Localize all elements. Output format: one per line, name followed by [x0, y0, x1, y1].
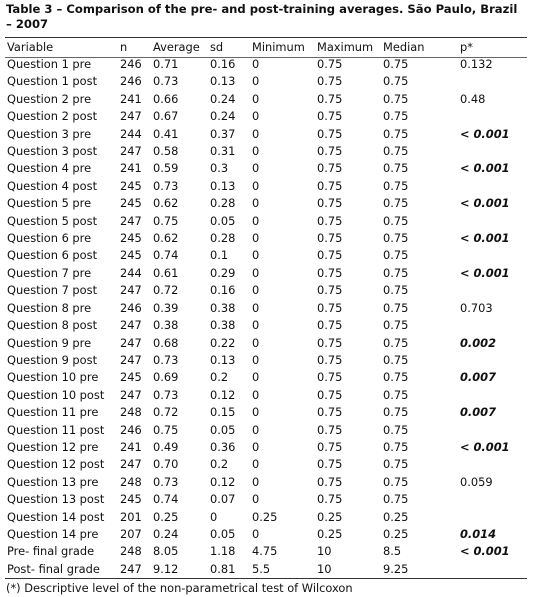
- table-row: [5, 282, 527, 299]
- cell-median: 0.75: [383, 439, 409, 454]
- cell-maximum: 0.25: [317, 526, 343, 541]
- cell-minimum: 0: [252, 335, 260, 350]
- table-row: [5, 387, 527, 404]
- cell-minimum: 0: [252, 457, 260, 472]
- cell-average: 0.73: [153, 74, 179, 89]
- cell-n: 247: [120, 335, 142, 350]
- cell-minimum: 0: [252, 439, 260, 454]
- cell-n: 245: [120, 178, 142, 193]
- cell-n: 245: [120, 231, 142, 246]
- cell-sd: 0.1: [210, 248, 229, 263]
- cell-sd: 0.29: [210, 265, 236, 280]
- cell-average: 0.61: [153, 265, 179, 280]
- cell-variable: Question 10 pre: [7, 370, 99, 385]
- cell-p: [458, 422, 527, 439]
- cell-p: [458, 509, 527, 526]
- cell-median: 0.75: [383, 422, 409, 437]
- cell-average: 0.68: [153, 335, 179, 350]
- cell-sd: 0.12: [210, 474, 236, 489]
- cell-minimum: 0: [252, 526, 260, 541]
- cell-median: 0.75: [383, 196, 409, 211]
- cell-maximum: 0.25: [317, 509, 343, 524]
- cell-maximum: 0.75: [317, 439, 343, 454]
- cell-variable: Question 9 pre: [7, 335, 92, 350]
- cell-sd: 0.07: [210, 492, 236, 507]
- cell-average: 9.12: [153, 561, 179, 576]
- table-row: [5, 91, 527, 108]
- cell-variable: Question 13 post: [7, 492, 105, 507]
- cell-variable: Question 14 post: [7, 509, 105, 524]
- cell-n: 246: [120, 422, 142, 437]
- cell-median: 9.25: [383, 561, 409, 576]
- cell-sd: 0.12: [210, 387, 236, 402]
- cell-sd: 0.38: [210, 318, 236, 333]
- cell-minimum: 0: [252, 144, 260, 159]
- cell-p: 0.48: [460, 91, 486, 106]
- cell-average: 0.59: [153, 161, 179, 176]
- cell-sd: 0.15: [210, 405, 236, 420]
- cell-minimum: 0: [252, 161, 260, 176]
- cell-sd: 0.05: [210, 422, 236, 437]
- cell-sd: 0.38: [210, 300, 236, 315]
- header-maximum: Maximum: [317, 40, 374, 54]
- table-row: [5, 543, 527, 560]
- cell-minimum: 0: [252, 57, 260, 71]
- cell-minimum: 0: [252, 318, 260, 333]
- table-row: [5, 317, 527, 334]
- table-row: [5, 404, 527, 421]
- cell-p: < 0.001: [460, 161, 510, 176]
- cell-variable: Question 3 post: [7, 144, 98, 159]
- cell-average: 0.74: [153, 248, 179, 263]
- header-median: Median: [383, 40, 425, 54]
- cell-n: 201: [120, 509, 142, 524]
- cell-minimum: 0: [252, 91, 260, 106]
- cell-n: 245: [120, 196, 142, 211]
- cell-average: 0.72: [153, 405, 179, 420]
- cell-n: 246: [120, 74, 142, 89]
- cell-median: 0.75: [383, 213, 409, 228]
- cell-minimum: 0: [252, 474, 260, 489]
- table-row: [5, 108, 527, 125]
- cell-maximum: 0.75: [317, 109, 343, 124]
- cell-median: 0.75: [383, 57, 409, 71]
- cell-n: 247: [120, 318, 142, 333]
- cell-minimum: 0: [252, 109, 260, 124]
- cell-average: 0.72: [153, 283, 179, 298]
- cell-p: < 0.001: [460, 231, 510, 246]
- cell-median: 0.75: [383, 91, 409, 106]
- cell-variable: Question 6 post: [7, 248, 98, 263]
- cell-average: 0.75: [153, 422, 179, 437]
- cell-median: 0.75: [383, 387, 409, 402]
- cell-average: 0.62: [153, 231, 179, 246]
- cell-n: 207: [120, 526, 142, 541]
- cell-maximum: 0.75: [317, 387, 343, 402]
- cell-variable: Question 8 pre: [7, 300, 92, 315]
- table-row: [5, 561, 527, 578]
- cell-average: 0.73: [153, 474, 179, 489]
- cell-sd: 0.81: [210, 561, 236, 576]
- cell-average: 0.66: [153, 91, 179, 106]
- cell-maximum: 0.75: [317, 213, 343, 228]
- cell-n: 248: [120, 474, 142, 489]
- table-row: [5, 126, 527, 143]
- cell-minimum: 0: [252, 178, 260, 193]
- cell-variable: Question 5 pre: [7, 196, 92, 211]
- cell-maximum: 0.75: [317, 57, 343, 71]
- table-row: [5, 474, 527, 491]
- cell-minimum: 0: [252, 370, 260, 385]
- cell-minimum: 0: [252, 387, 260, 402]
- cell-minimum: 0: [252, 265, 260, 280]
- cell-p: 0.002: [460, 335, 497, 350]
- cell-median: 0.25: [383, 526, 409, 541]
- cell-variable: Question 2 post: [7, 109, 98, 124]
- cell-variable: Question 7 post: [7, 283, 98, 298]
- cell-average: 0.70: [153, 457, 179, 472]
- cell-n: 245: [120, 370, 142, 385]
- cell-median: 0.75: [383, 492, 409, 507]
- cell-minimum: 0: [252, 492, 260, 507]
- cell-minimum: 0: [252, 213, 260, 228]
- table-row: [5, 247, 527, 264]
- cell-p: 0.059: [460, 474, 493, 489]
- cell-maximum: 0.75: [317, 126, 343, 141]
- cell-p: < 0.001: [460, 544, 510, 559]
- cell-sd: 0.24: [210, 91, 236, 106]
- table-row: [5, 73, 527, 90]
- cell-sd: 0.05: [210, 526, 236, 541]
- cell-average: 0.38: [153, 318, 179, 333]
- cell-maximum: 0.75: [317, 248, 343, 263]
- cell-p: < 0.001: [460, 265, 510, 280]
- cell-sd: 0.28: [210, 196, 236, 211]
- cell-variable: Question 10 post: [7, 387, 105, 402]
- cell-sd: 0.13: [210, 74, 236, 89]
- cell-median: 8.5: [383, 544, 402, 559]
- cell-median: 0.75: [383, 405, 409, 420]
- cell-median: 0.25: [383, 509, 409, 524]
- cell-variable: Question 13 pre: [7, 474, 99, 489]
- cell-median: 0.75: [383, 457, 409, 472]
- bottom-rule: [5, 578, 527, 579]
- cell-median: 0.75: [383, 126, 409, 141]
- cell-p: [458, 143, 527, 160]
- cell-variable: Question 12 pre: [7, 439, 99, 454]
- table-row: [5, 230, 527, 247]
- cell-maximum: 0.75: [317, 335, 343, 350]
- cell-minimum: 0: [252, 126, 260, 141]
- cell-average: 0.58: [153, 144, 179, 159]
- cell-n: 247: [120, 144, 142, 159]
- cell-minimum: 0: [252, 248, 260, 263]
- table-row: [5, 439, 527, 456]
- table-row: [5, 143, 527, 160]
- cell-maximum: 0.75: [317, 144, 343, 159]
- cell-median: 0.75: [383, 474, 409, 489]
- cell-sd: 0.16: [210, 57, 236, 71]
- cell-median: 0.75: [383, 265, 409, 280]
- cell-average: 0.25: [153, 509, 179, 524]
- cell-maximum: 0.75: [317, 74, 343, 89]
- cell-n: 247: [120, 352, 142, 367]
- cell-sd: 0.24: [210, 109, 236, 124]
- cell-average: 8.05: [153, 544, 179, 559]
- cell-average: 0.24: [153, 526, 179, 541]
- cell-minimum: 4.75: [252, 544, 278, 559]
- cell-maximum: 0.75: [317, 196, 343, 211]
- cell-maximum: 0.75: [317, 352, 343, 367]
- cell-n: 247: [120, 561, 142, 576]
- cell-n: 247: [120, 283, 142, 298]
- table-row: [5, 56, 527, 73]
- table-row: [5, 456, 527, 473]
- table-row: [5, 160, 527, 177]
- cell-maximum: 0.75: [317, 91, 343, 106]
- cell-average: 0.74: [153, 492, 179, 507]
- cell-average: 0.69: [153, 370, 179, 385]
- cell-median: 0.75: [383, 144, 409, 159]
- cell-variable: Question 1 pre: [7, 57, 92, 71]
- cell-sd: 0.37: [210, 126, 236, 141]
- cell-p: [458, 282, 527, 299]
- cell-average: 0.67: [153, 109, 179, 124]
- cell-p: < 0.001: [460, 126, 510, 141]
- cell-sd: 0.22: [210, 335, 236, 350]
- table-row: [5, 509, 527, 526]
- cell-n: 241: [120, 439, 142, 454]
- cell-maximum: 0.75: [317, 283, 343, 298]
- cell-average: 0.49: [153, 439, 179, 454]
- cell-minimum: 0.25: [252, 509, 278, 524]
- cell-average: 0.73: [153, 178, 179, 193]
- cell-variable: Question 6 pre: [7, 231, 92, 246]
- cell-variable: Question 11 pre: [7, 405, 99, 420]
- cell-maximum: 10: [317, 544, 332, 559]
- cell-average: 0.62: [153, 196, 179, 211]
- cell-n: 247: [120, 213, 142, 228]
- cell-n: 248: [120, 405, 142, 420]
- cell-p: [458, 352, 527, 369]
- cell-n: 247: [120, 457, 142, 472]
- cell-median: 0.75: [383, 335, 409, 350]
- cell-p: 0.014: [460, 526, 497, 541]
- comparison-table: [5, 38, 527, 578]
- table-row: [5, 491, 527, 508]
- cell-p: 0.132: [460, 57, 493, 71]
- cell-n: 248: [120, 544, 142, 559]
- cell-maximum: 0.75: [317, 265, 343, 280]
- cell-average: 0.71: [153, 57, 179, 71]
- cell-minimum: 0: [252, 405, 260, 420]
- cell-median: 0.75: [383, 318, 409, 333]
- cell-p: [458, 387, 527, 404]
- header-average: Average: [153, 40, 200, 54]
- cell-p: [458, 73, 527, 90]
- cell-n: 244: [120, 126, 142, 141]
- cell-maximum: 0.75: [317, 405, 343, 420]
- cell-n: 245: [120, 492, 142, 507]
- cell-average: 0.73: [153, 387, 179, 402]
- cell-n: 245: [120, 248, 142, 263]
- cell-sd: 0.28: [210, 231, 236, 246]
- cell-median: 0.75: [383, 161, 409, 176]
- cell-p: < 0.001: [460, 196, 510, 211]
- cell-variable: Question 4 post: [7, 178, 98, 193]
- cell-p: 0.007: [460, 370, 497, 385]
- cell-average: 0.39: [153, 300, 179, 315]
- cell-sd: 0.13: [210, 178, 236, 193]
- header-p: p*: [460, 40, 473, 54]
- cell-maximum: 0.75: [317, 492, 343, 507]
- header-n: n: [120, 40, 128, 54]
- cell-p: [458, 317, 527, 334]
- cell-maximum: 0.75: [317, 300, 343, 315]
- cell-p: [458, 178, 527, 195]
- cell-p: [458, 108, 527, 125]
- cell-variable: Question 8 post: [7, 318, 98, 333]
- cell-p: [458, 561, 527, 578]
- cell-variable: Question 9 post: [7, 352, 98, 367]
- cell-maximum: 0.75: [317, 457, 343, 472]
- cell-p: [458, 456, 527, 473]
- cell-p: [458, 491, 527, 508]
- header-row: [5, 38, 527, 56]
- cell-minimum: 5.5: [252, 561, 271, 576]
- table-row: [5, 335, 527, 352]
- table-row: [5, 352, 527, 369]
- cell-p: < 0.001: [460, 439, 510, 454]
- cell-p: 0.007: [460, 405, 497, 420]
- cell-maximum: 0.75: [317, 422, 343, 437]
- cell-variable: Question 12 post: [7, 457, 105, 472]
- cell-sd: 0.2: [210, 457, 229, 472]
- cell-median: 0.75: [383, 370, 409, 385]
- cell-variable: Pre- final grade: [7, 544, 95, 559]
- cell-minimum: 0: [252, 196, 260, 211]
- cell-variable: Question 5 post: [7, 213, 98, 228]
- cell-variable: Question 11 post: [7, 422, 105, 437]
- cell-maximum: 0.75: [317, 161, 343, 176]
- cell-maximum: 0.75: [317, 318, 343, 333]
- table-row: [5, 526, 527, 543]
- cell-n: 247: [120, 109, 142, 124]
- cell-sd: 0.13: [210, 352, 236, 367]
- cell-minimum: 0: [252, 283, 260, 298]
- footnote: (*) Descriptive level of the non-parametrical test of Wilcoxon: [6, 581, 353, 595]
- table-row: [5, 213, 527, 230]
- cell-maximum: 10: [317, 561, 332, 576]
- cell-sd: 0.05: [210, 213, 236, 228]
- cell-n: 247: [120, 387, 142, 402]
- cell-variable: Question 14 pre: [7, 526, 99, 541]
- table-row: [5, 265, 527, 282]
- table-row: [5, 300, 527, 317]
- cell-average: 0.41: [153, 126, 179, 141]
- cell-median: 0.75: [383, 283, 409, 298]
- cell-sd: 0: [210, 509, 218, 524]
- table-row: [5, 178, 527, 195]
- cell-n: 241: [120, 91, 142, 106]
- cell-p: 0.703: [460, 300, 493, 315]
- cell-n: 246: [120, 57, 142, 71]
- cell-average: 0.73: [153, 352, 179, 367]
- cell-sd: 0.2: [210, 370, 229, 385]
- cell-sd: 0.3: [210, 161, 229, 176]
- cell-sd: 0.31: [210, 144, 236, 159]
- cell-median: 0.75: [383, 248, 409, 263]
- cell-variable: Question 1 post: [7, 74, 98, 89]
- cell-median: 0.75: [383, 74, 409, 89]
- table-body: [5, 56, 527, 578]
- cell-average: 0.75: [153, 213, 179, 228]
- cell-sd: 0.16: [210, 283, 236, 298]
- cell-median: 0.75: [383, 300, 409, 315]
- header-minimum: Minimum: [252, 40, 305, 54]
- table-row: [5, 369, 527, 386]
- cell-variable: Question 7 pre: [7, 265, 92, 280]
- table-caption: Table 3 – Comparison of the pre- and post-training averages. São Paulo, Brazil – 2007: [6, 2, 518, 31]
- cell-p: [458, 247, 527, 264]
- cell-variable: Post- final grade: [7, 561, 100, 576]
- cell-n: 241: [120, 161, 142, 176]
- header-sd: sd: [210, 40, 224, 54]
- cell-minimum: 0: [252, 422, 260, 437]
- cell-median: 0.75: [383, 231, 409, 246]
- cell-maximum: 0.75: [317, 370, 343, 385]
- cell-variable: Question 2 pre: [7, 91, 92, 106]
- table-row: [5, 422, 527, 439]
- cell-n: 246: [120, 300, 142, 315]
- cell-p: [458, 213, 527, 230]
- cell-minimum: 0: [252, 352, 260, 367]
- cell-sd: 0.36: [210, 439, 236, 454]
- cell-variable: Question 4 pre: [7, 161, 92, 176]
- cell-median: 0.75: [383, 109, 409, 124]
- cell-maximum: 0.75: [317, 474, 343, 489]
- header-variable: Variable: [7, 40, 54, 54]
- cell-maximum: 0.75: [317, 178, 343, 193]
- cell-minimum: 0: [252, 300, 260, 315]
- cell-median: 0.75: [383, 178, 409, 193]
- cell-minimum: 0: [252, 74, 260, 89]
- cell-n: 244: [120, 265, 142, 280]
- cell-variable: Question 3 pre: [7, 126, 92, 141]
- cell-sd: 1.18: [210, 544, 236, 559]
- table-row: [5, 195, 527, 212]
- cell-maximum: 0.75: [317, 231, 343, 246]
- cell-minimum: 0: [252, 231, 260, 246]
- cell-median: 0.75: [383, 352, 409, 367]
